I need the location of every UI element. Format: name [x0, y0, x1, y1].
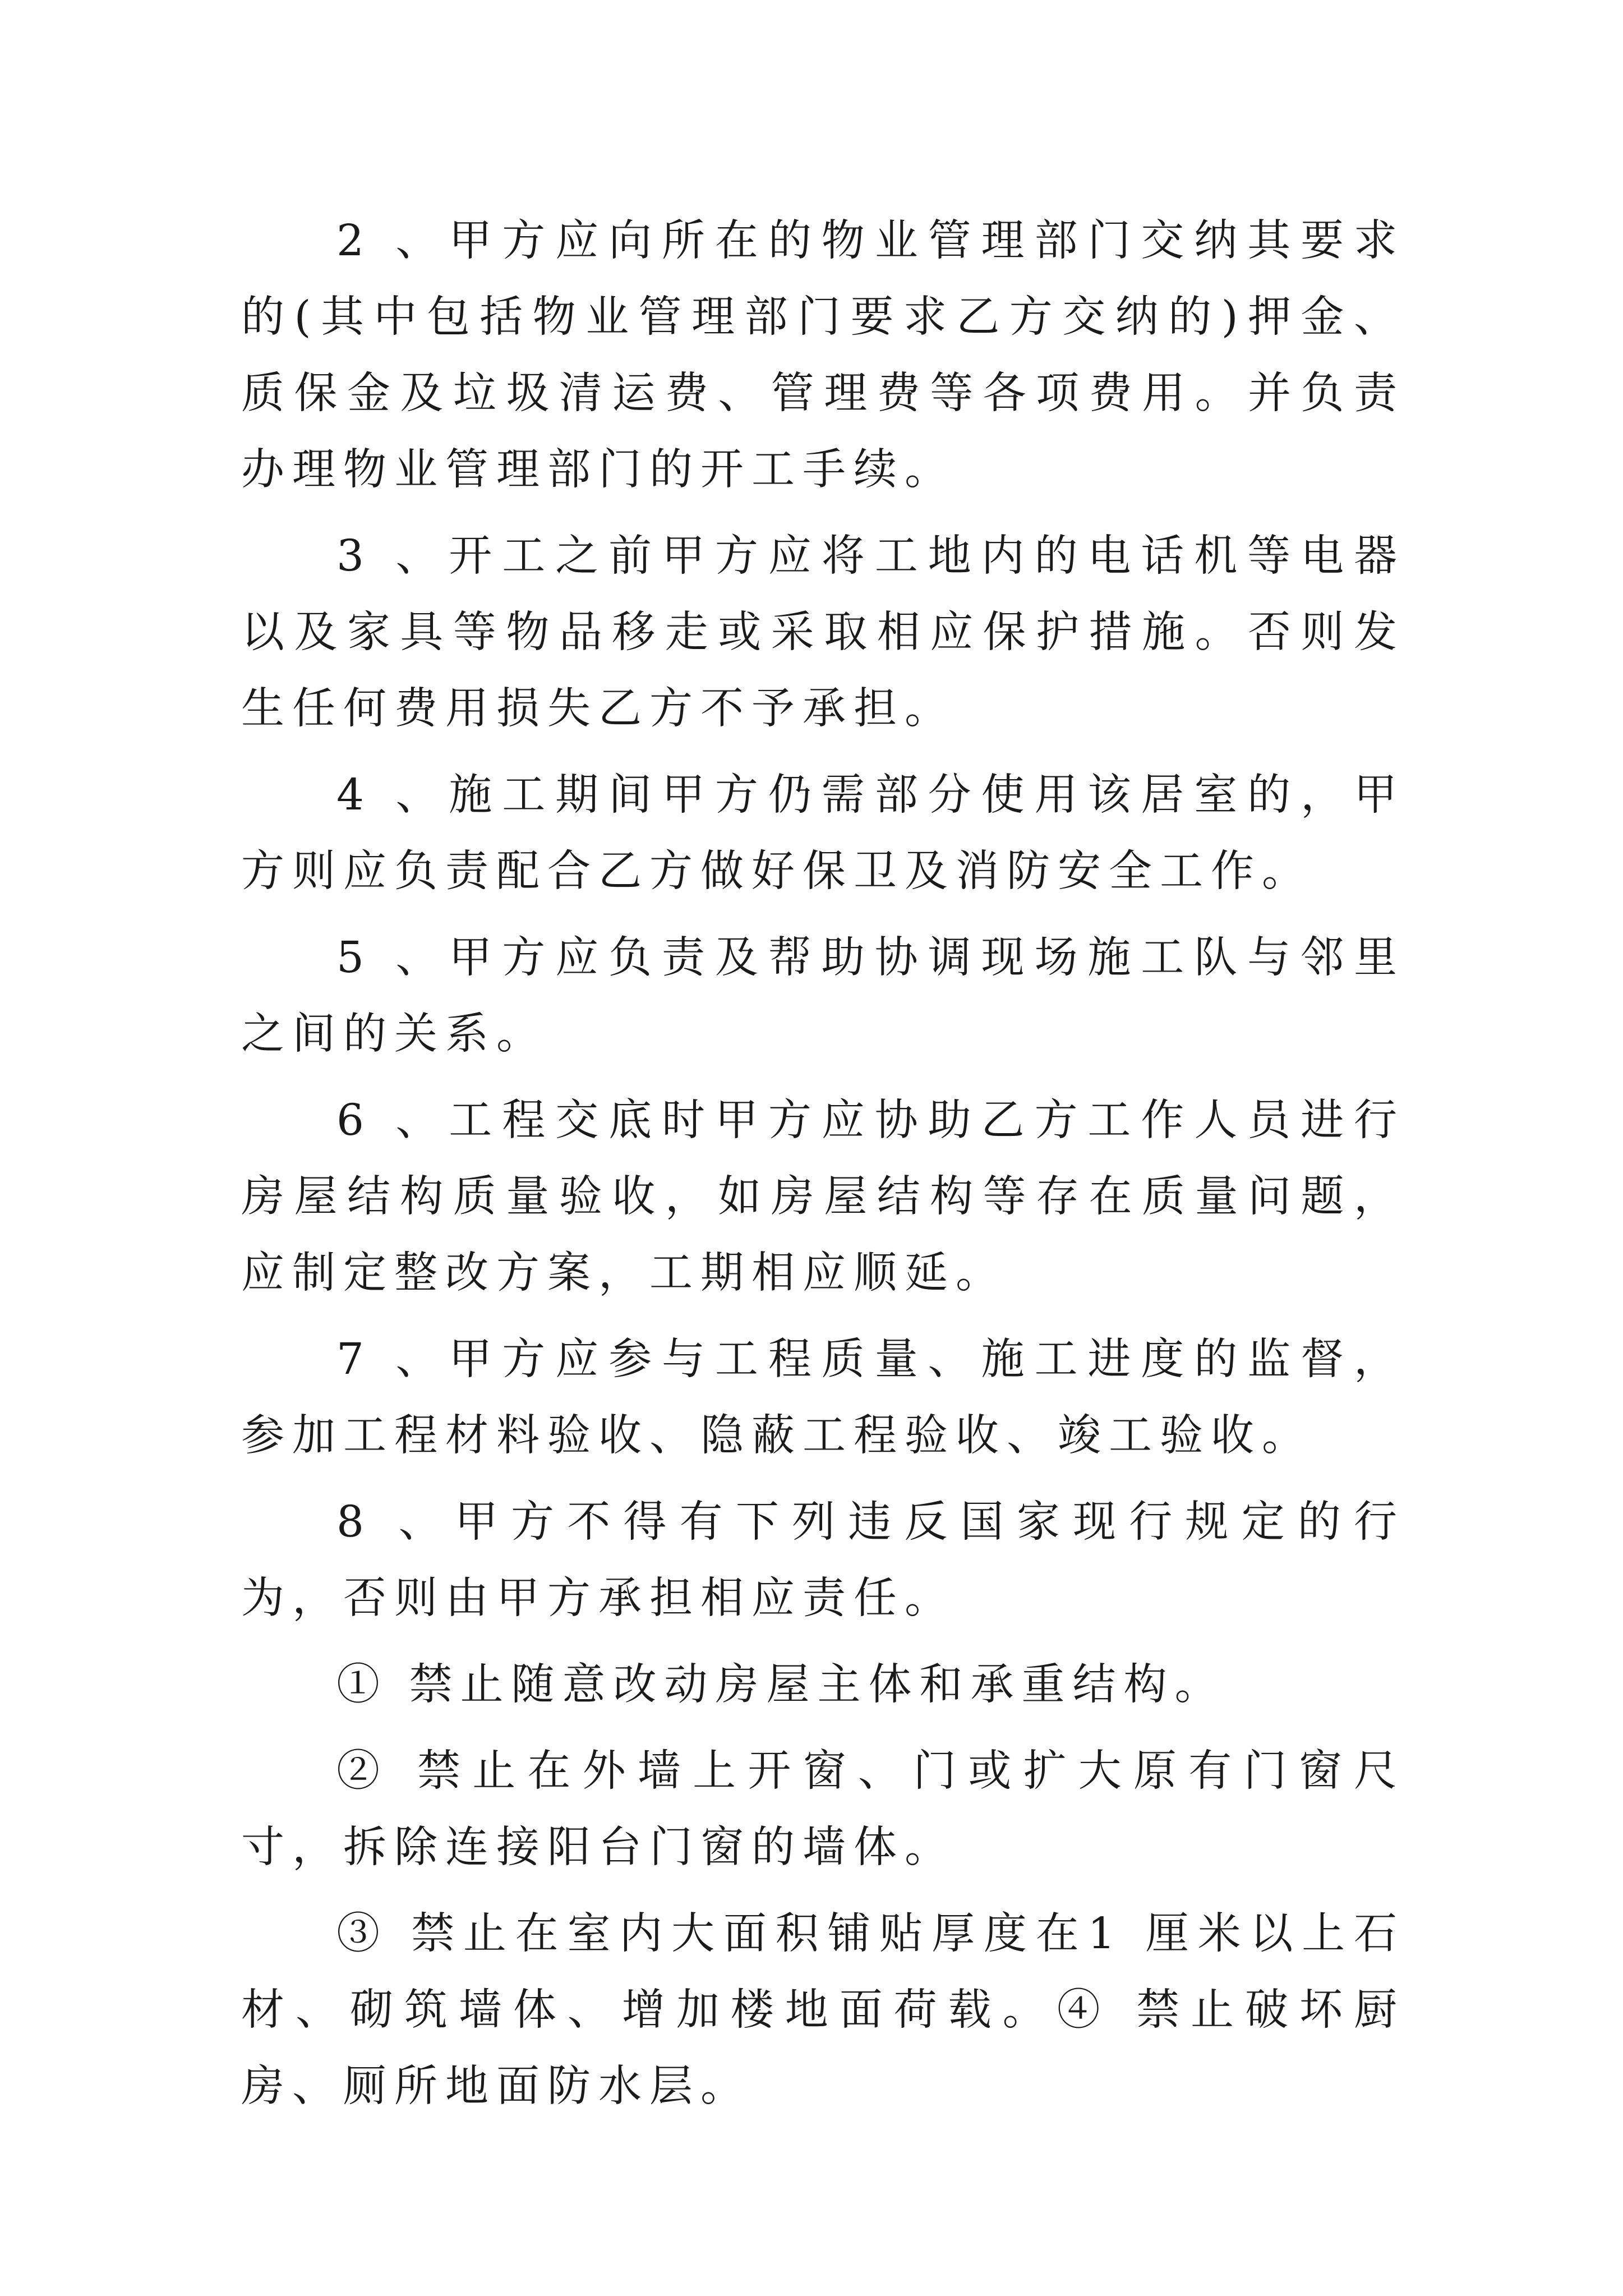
clause-3-paragraph: 3 、开工之前甲方应将工地内的电话机等电器以及家具等物品移走或采取相应保护措施。否则发生任何费用损失乙方不予承担。 [241, 531, 1405, 734]
clause-7-paragraph: 7 、甲方应参与工程质量、施工进度的监督，参加工程材料验收、隐蔽工程验收、竣工验收。 [241, 1335, 1405, 1461]
clause-6-paragraph: 6 、工程交底时甲方应协助乙方工作人员进行房屋结构质量验收，如房屋结构等存在质量问题，应制定整改方案，工期相应顺延。 [241, 1096, 1405, 1298]
clause-5-paragraph: 5 、甲方应负责及帮助协调现场施工队与邻里之间的关系。 [241, 933, 1405, 1059]
clause-8-paragraph: 8 、甲方不得有下列违反国家现行规定的行为，否则由甲方承担相应责任。 [241, 1497, 1405, 1623]
clause-2-paragraph: 2 、甲方应向所在的物业管理部门交纳其要求的(其中包括物业管理部门要求乙方交纳的)押金、质保金及垃圾清运费、管理费等各项费用。并负责办理物业管理部门的开工手续。 [241, 216, 1405, 495]
clause-4-paragraph: 4 、施工期间甲方仍需部分使用该居室的，甲方则应负责配合乙方做好保卫及消防安全工作。 [241, 770, 1405, 896]
prohibition-3-4-paragraph: ③ 禁止在室内大面积铺贴厚度在1 厘米以上石材、砌筑墙体、增加楼地面荷载。④ 禁止破坏厨房、厕所地面防水层。 [241, 1909, 1405, 2111]
document-body [241, 203, 1405, 2135]
prohibition-1-paragraph: ① 禁止随意改动房屋主体和承重结构。 [336, 1660, 1226, 1710]
prohibition-2-paragraph: ② 禁止在外墙上开窗、门或扩大原有门窗尺寸，拆除连接阳台门窗的墙体。 [241, 1746, 1405, 1872]
